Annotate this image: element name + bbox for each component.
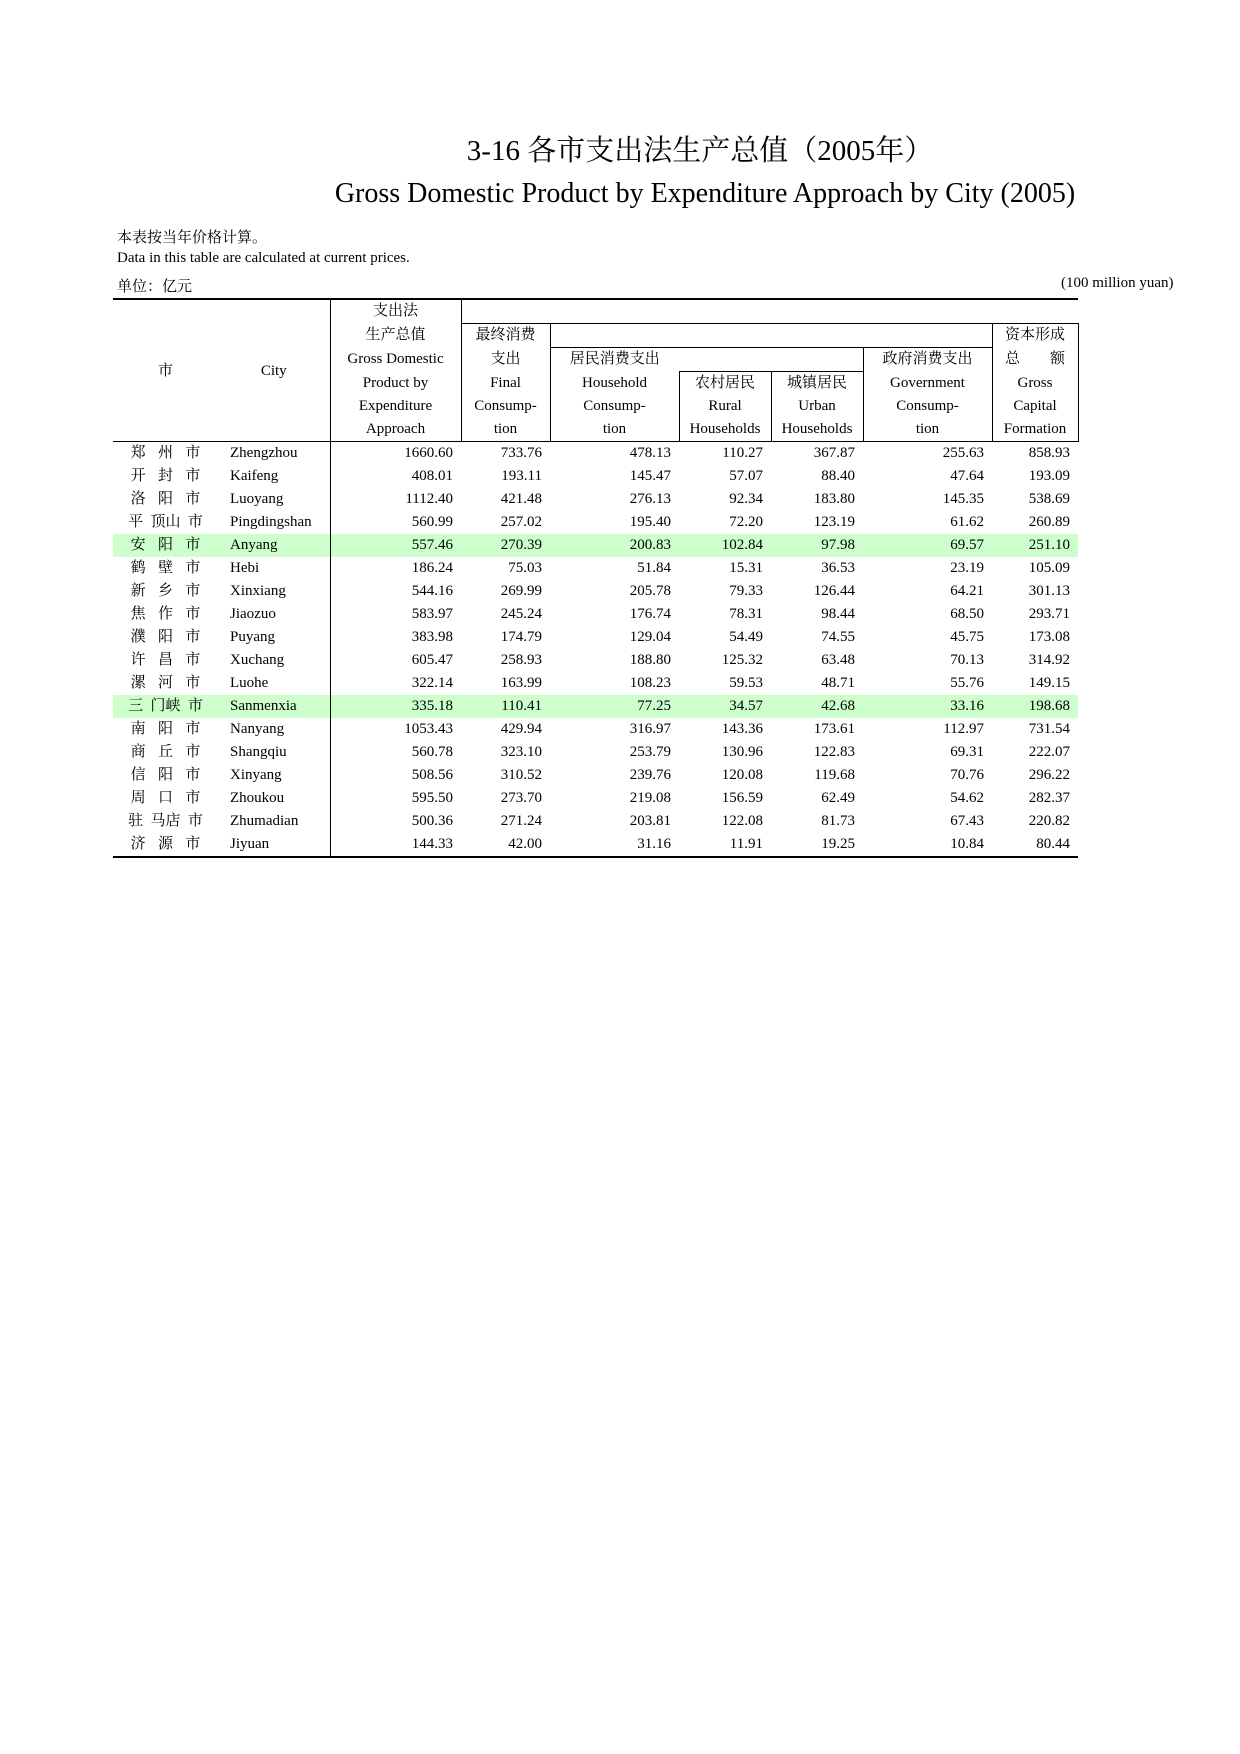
- gross-capital-formation-value: 731.54: [1028, 721, 1070, 737]
- city-name-cn: 驻 马店 市: [128, 813, 203, 829]
- city-name-en: Luoyang: [230, 491, 284, 507]
- gdp-value: 544.16: [330, 580, 461, 603]
- rural-households-value: 92.34: [729, 491, 763, 507]
- gross-capital-formation-value: 105.09: [1028, 560, 1070, 576]
- gross-capital-formation-value: 301.13: [1028, 583, 1070, 599]
- header-city-en: City: [260, 362, 287, 379]
- city-name-en: Zhengzhou: [230, 445, 298, 461]
- table-row: [113, 465, 1078, 488]
- government-consumption-value: 61.62: [950, 514, 984, 530]
- table-row: [113, 603, 1078, 626]
- city-name-cn: 周 口 市: [130, 790, 201, 806]
- rural-households-value: 34.57: [679, 695, 771, 718]
- table-row: [113, 511, 1078, 534]
- gross-capital-formation-value: 314.92: [1028, 652, 1070, 668]
- table-row: [113, 787, 1078, 810]
- gross-capital-formation-value: 149.15: [1028, 675, 1070, 691]
- urban-households-value: 62.49: [821, 790, 855, 806]
- header-capital: 资本形成: [992, 324, 1078, 348]
- rural-households-value: 54.49: [729, 629, 763, 645]
- urban-households-value: 123.19: [813, 514, 855, 530]
- table-row: [113, 442, 1078, 466]
- header-rural: 农村居民: [679, 372, 771, 396]
- government-consumption-value: 69.57: [863, 534, 992, 557]
- city-name-en: Shangqiu: [230, 744, 287, 760]
- header-final: 最终消费: [461, 324, 550, 348]
- city-name-en: Anyang: [218, 534, 330, 557]
- city-name-cn: 商 丘 市: [130, 744, 201, 760]
- gdp-value: 408.01: [330, 465, 461, 488]
- final-consumption-value: 174.79: [500, 629, 542, 645]
- note-en: Data in this table are calculated at current prices.: [117, 250, 410, 266]
- gross-capital-formation-value: 296.22: [1028, 767, 1070, 783]
- final-consumption-value: 273.70: [500, 790, 542, 806]
- gross-capital-formation-value: 80.44: [992, 833, 1078, 857]
- rural-households-value: 110.27: [722, 445, 763, 461]
- city-name-cn: 漯 河 市: [130, 675, 201, 691]
- urban-households-value: 122.83: [813, 744, 855, 760]
- household-consumption-value: 51.84: [637, 560, 671, 576]
- final-consumption-value: 193.11: [501, 468, 542, 484]
- household-consumption-value: 219.08: [629, 790, 671, 806]
- gdp-value: 500.36: [330, 810, 461, 833]
- household-consumption-value: 145.47: [629, 468, 671, 484]
- city-name-cn: 济 源 市: [113, 833, 218, 857]
- table-row: [113, 626, 1078, 649]
- city-name-cn: 开 封 市: [130, 468, 201, 484]
- urban-households-value: 367.87: [813, 445, 855, 461]
- table-row: [113, 672, 1078, 695]
- city-name-en: Xuchang: [230, 652, 285, 668]
- gross-capital-formation-value: 222.07: [1028, 744, 1070, 760]
- household-consumption-value: 203.81: [629, 813, 671, 829]
- unit-label-en: (100 million yuan): [1061, 275, 1174, 291]
- final-consumption-value: 269.99: [500, 583, 542, 599]
- urban-households-value: 126.44: [813, 583, 855, 599]
- final-consumption-value: 75.03: [508, 560, 542, 576]
- gross-capital-formation-value: 858.93: [1028, 445, 1070, 461]
- city-name-en: Zhoukou: [230, 790, 285, 806]
- gdp-value: 186.24: [330, 557, 461, 580]
- government-consumption-value: 112.97: [943, 721, 984, 737]
- household-consumption-value: 239.76: [629, 767, 671, 783]
- gdp-value: 557.46: [330, 534, 461, 557]
- government-consumption-value: 69.31: [950, 744, 984, 760]
- table-row: [113, 833, 1078, 857]
- table-row: [113, 718, 1078, 741]
- city-name-en: Nanyang: [230, 721, 285, 737]
- household-consumption-value: 77.25: [550, 695, 679, 718]
- government-consumption-value: 23.19: [950, 560, 984, 576]
- city-name-cn: 濮 阳 市: [130, 629, 201, 645]
- government-consumption-value: 54.62: [950, 790, 984, 806]
- household-consumption-value: 200.83: [550, 534, 679, 557]
- rural-households-value: 130.96: [721, 744, 763, 760]
- table-row: [113, 810, 1078, 833]
- page-title-en: Gross Domestic Product by Expenditure Approach by City (2005): [334, 178, 1076, 209]
- household-consumption-value: 205.78: [629, 583, 671, 599]
- table-row: [113, 488, 1078, 511]
- household-consumption-value: 195.40: [629, 514, 671, 530]
- city-name-cn: 许 昌 市: [130, 652, 201, 668]
- urban-households-value: 88.40: [821, 468, 855, 484]
- urban-households-value: 81.73: [821, 813, 855, 829]
- final-consumption-value: 733.76: [500, 445, 542, 461]
- rural-households-value: 102.84: [679, 534, 771, 557]
- rural-households-value: 143.36: [721, 721, 763, 737]
- city-name-en: Jiaozuo: [230, 606, 276, 622]
- city-name-en: Puyang: [230, 629, 275, 645]
- gross-capital-formation-value: 220.82: [1028, 813, 1070, 829]
- table-body: [113, 442, 1078, 858]
- rural-households-value: 122.08: [721, 813, 763, 829]
- header-gov: 政府消费支出: [863, 348, 992, 372]
- gdp-value: 605.47: [330, 649, 461, 672]
- gross-capital-formation-value: 282.37: [1028, 790, 1070, 806]
- gross-capital-formation-value: 293.71: [1028, 606, 1070, 622]
- gdp-value: 335.18: [330, 695, 461, 718]
- note-cn: 本表按当年价格计算。: [117, 230, 268, 246]
- city-name-cn: 平 顶山 市: [128, 514, 203, 530]
- government-consumption-value: 64.21: [950, 583, 984, 599]
- city-name-en: Zhumadian: [230, 813, 299, 829]
- urban-households-value: 119.68: [814, 767, 855, 783]
- household-consumption-value: 316.97: [629, 721, 671, 737]
- gdp-value: 144.33: [330, 833, 461, 857]
- final-consumption-value: 42.00: [461, 833, 550, 857]
- government-consumption-value: 67.43: [950, 813, 984, 829]
- urban-households-value: 97.98: [771, 534, 863, 557]
- gross-capital-formation-value: 198.68: [992, 695, 1078, 718]
- rural-households-value: 59.53: [729, 675, 763, 691]
- household-consumption-value: 276.13: [629, 491, 671, 507]
- urban-households-value: 19.25: [771, 833, 863, 857]
- household-consumption-value: 188.80: [629, 652, 671, 668]
- gdp-value: 508.56: [330, 764, 461, 787]
- city-name-cn: 焦 作 市: [130, 606, 201, 622]
- gross-capital-formation-value: 193.09: [1028, 468, 1070, 484]
- urban-households-value: 42.68: [771, 695, 863, 718]
- final-consumption-value: 110.41: [461, 695, 550, 718]
- unit-label: 单位：亿元: [117, 279, 193, 295]
- gdp-value: 595.50: [330, 787, 461, 810]
- gdp-value: 560.99: [330, 511, 461, 534]
- final-consumption-value: 270.39: [461, 534, 550, 557]
- city-name-cn: 洛 阳 市: [130, 491, 201, 507]
- rural-households-value: 156.59: [721, 790, 763, 806]
- government-consumption-value: 145.35: [942, 491, 984, 507]
- urban-households-value: 63.48: [821, 652, 855, 668]
- government-consumption-value: 55.76: [950, 675, 984, 691]
- rural-households-value: 125.32: [721, 652, 763, 668]
- government-consumption-value: 255.63: [942, 445, 984, 461]
- city-name-cn: 信 阳 市: [130, 767, 201, 783]
- city-name-en: Sanmenxia: [218, 695, 330, 718]
- household-consumption-value: 31.16: [550, 833, 679, 857]
- final-consumption-value: 421.48: [500, 491, 542, 507]
- urban-households-value: 74.55: [821, 629, 855, 645]
- final-consumption-value: 323.10: [500, 744, 542, 760]
- rural-households-value: 78.31: [729, 606, 763, 622]
- gdp-value: 383.98: [330, 626, 461, 649]
- city-name-cn: 南 阳 市: [130, 721, 201, 737]
- city-name-en: Xinxiang: [230, 583, 286, 599]
- gross-capital-formation-value: 260.89: [1028, 514, 1070, 530]
- household-consumption-value: 176.74: [629, 606, 671, 622]
- gross-capital-formation-value: 251.10: [992, 534, 1078, 557]
- urban-households-value: 98.44: [821, 606, 855, 622]
- final-consumption-value: 245.24: [500, 606, 542, 622]
- government-consumption-value: 47.64: [950, 468, 984, 484]
- city-name-en: Kaifeng: [230, 468, 279, 484]
- table-row: [113, 649, 1078, 672]
- household-consumption-value: 478.13: [629, 445, 671, 461]
- rural-households-value: 79.33: [729, 583, 763, 599]
- final-consumption-value: 163.99: [500, 675, 542, 691]
- urban-households-value: 183.80: [813, 491, 855, 507]
- final-consumption-value: 429.94: [500, 721, 542, 737]
- rural-households-value: 57.07: [729, 468, 763, 484]
- table-row: [113, 534, 1078, 557]
- header-urban: 城镇居民: [771, 372, 863, 396]
- rural-households-value: 15.31: [729, 560, 763, 576]
- final-consumption-value: 257.02: [500, 514, 542, 530]
- gdp-value: 583.97: [330, 603, 461, 626]
- city-name-cn: 鹤 壁 市: [130, 560, 201, 576]
- household-consumption-value: 108.23: [629, 675, 671, 691]
- gdp-table: [113, 298, 1079, 858]
- table-row: [113, 580, 1078, 603]
- city-name-en: Xinyang: [230, 767, 282, 783]
- household-consumption-value: 253.79: [629, 744, 671, 760]
- gdp-value: 322.14: [330, 672, 461, 695]
- government-consumption-value: 70.76: [950, 767, 984, 783]
- rural-households-value: 120.08: [721, 767, 763, 783]
- header-gdp: 支出法: [330, 299, 461, 324]
- final-consumption-value: 310.52: [500, 767, 542, 783]
- header-household: 居民消费支出: [569, 351, 660, 368]
- government-consumption-value: 10.84: [863, 833, 992, 857]
- final-consumption-value: 271.24: [500, 813, 542, 829]
- table-row: [113, 695, 1078, 718]
- gdp-value: 560.78: [330, 741, 461, 764]
- city-name-cn: 三 门峡 市: [113, 695, 218, 718]
- government-consumption-value: 68.50: [950, 606, 984, 622]
- gdp-value: 1660.60: [330, 442, 461, 466]
- table-row: [113, 764, 1078, 787]
- gross-capital-formation-value: 538.69: [1028, 491, 1070, 507]
- government-consumption-value: 70.13: [950, 652, 984, 668]
- urban-households-value: 36.53: [821, 560, 855, 576]
- table-header: 支出法 生产总值 最终消费 资本形成 市 City Gross Domestic 支出 居民消费支出 政府消费支出 总 额 Product by Final Household 农村居民 城镇居民 Government Gross Expenditure Consump- Consump- Rural Urban Consump- Capital Approach tion tion Households Households tion Formation: [113, 299, 1078, 442]
- city-name-en: Hebi: [230, 560, 260, 576]
- gross-capital-formation-value: 173.08: [1028, 629, 1070, 645]
- gdp-value: 1053.43: [330, 718, 461, 741]
- gdp-value: 1112.40: [330, 488, 461, 511]
- urban-households-value: 173.61: [813, 721, 855, 737]
- city-name-cn: 郑 州 市: [130, 445, 201, 461]
- government-consumption-value: 45.75: [950, 629, 984, 645]
- final-consumption-value: 258.93: [500, 652, 542, 668]
- urban-households-value: 48.71: [821, 675, 855, 691]
- table-row: [113, 741, 1078, 764]
- city-name-cn: 安 阳 市: [113, 534, 218, 557]
- header-city-cn: 市: [157, 362, 173, 379]
- rural-households-value: 72.20: [729, 514, 763, 530]
- government-consumption-value: 33.16: [863, 695, 992, 718]
- household-consumption-value: 129.04: [629, 629, 671, 645]
- city-name-en: Pingdingshan: [230, 514, 312, 530]
- city-name-en: Luohe: [230, 675, 269, 691]
- rural-households-value: 11.91: [679, 833, 771, 857]
- city-name-en: Jiyuan: [218, 833, 330, 857]
- city-name-cn: 新 乡 市: [130, 583, 201, 599]
- page-title-cn: 3-16 各市支出法生产总值（2005年）: [466, 135, 934, 167]
- table-row: [113, 557, 1078, 580]
